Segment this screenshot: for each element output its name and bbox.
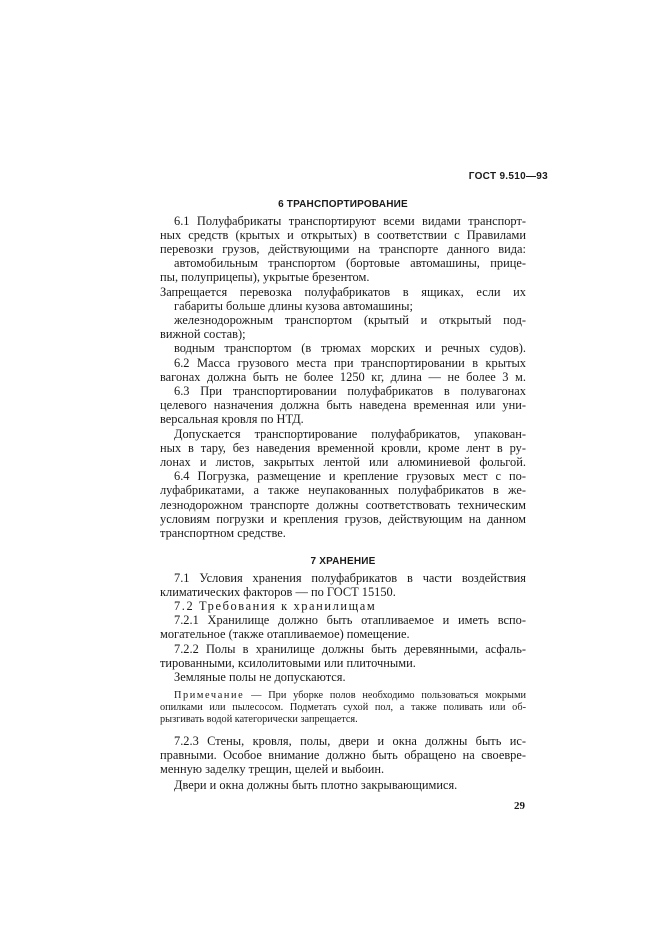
text-line: целевого назначения должна быть наведена временная или уни- bbox=[160, 398, 526, 412]
text-line: 7.2.3 Стены, кровля, полы, двери и окна должны быть ис- bbox=[174, 734, 526, 748]
text-line: условиям погрузки и крепления грузов, действующим на данном bbox=[160, 512, 526, 526]
text-line: вагонах должна быть не более 1250 кг, длина — не более 3 м. bbox=[160, 370, 526, 384]
text-line: Допускается транспортирование полуфабрикатов, упакован- bbox=[174, 427, 526, 441]
page-number: 29 bbox=[514, 800, 525, 812]
text-line: лезнодорожном транспорте должны соответствовать техническим bbox=[160, 498, 526, 512]
text-line: вижной состав); bbox=[160, 327, 246, 341]
note-line: рызгивать водой категорически запрещается. bbox=[160, 714, 358, 725]
text-line: железнодорожным транспортом (крытый и открытый под- bbox=[174, 313, 526, 327]
note-line bbox=[160, 690, 526, 702]
text-line: водным транспортом (в трюмах морских и речных судов). bbox=[174, 341, 526, 355]
text-line: 7.1 Условия хранения полуфабрикатов в части воздействия bbox=[174, 571, 526, 585]
text-line: Двери и окна должны быть плотно закрывающимися. bbox=[174, 778, 458, 792]
text-line: лонах и листов, закрытых лентой или алюминиевой фольгой. bbox=[160, 455, 526, 469]
text-line: транспортном средстве. bbox=[160, 526, 286, 540]
text-line: 7.2.2 Полы в хранилище должны быть деревянными, асфаль- bbox=[174, 642, 526, 656]
text-line: 7.2.1 Хранилище должно быть отапливаемое и иметь вспо- bbox=[174, 613, 526, 627]
section-7-heading: 7 ХРАНЕНИЕ bbox=[310, 556, 376, 567]
text-line: тированными, ксилолитовыми или плиточными. bbox=[160, 656, 416, 670]
text-line: 7.2 Требования к хранилищам bbox=[174, 599, 377, 613]
note-label: Примечание bbox=[174, 690, 245, 701]
text-line: Запрещается перевозка полуфабрикатов в ящиках, если их bbox=[160, 285, 526, 299]
text-line: климатических факторов — по ГОСТ 15150. bbox=[160, 585, 396, 599]
note-text: — При уборке полов необходимо пользоваться мокрыми bbox=[244, 690, 526, 701]
text-line: правными. Особое внимание должно быть обращено на своевре- bbox=[160, 748, 526, 762]
text-line: пы, полуприцепы), укрытые брезентом. bbox=[160, 270, 370, 284]
text-line: 6.2 Масса грузового места при транспортировании в крытых bbox=[174, 356, 526, 370]
text-line: могательное (также отапливаемое) помещение. bbox=[160, 627, 410, 641]
text-line: габариты больше длины кузова автомашины; bbox=[174, 299, 413, 313]
text-line: 6.4 Погрузка, размещение и крепление грузовых мест с по- bbox=[174, 469, 526, 483]
text-line: 6.3 При транспортировании полуфабрикатов в полувагонах bbox=[174, 384, 526, 398]
text-line: версальная кровля по НТД. bbox=[160, 412, 304, 426]
text-line: автомобильным транспортом (бортовые автомашины, прице- bbox=[174, 256, 526, 270]
text-line: Земляные полы не допускаются. bbox=[174, 670, 346, 684]
text-line: 6.1 Полуфабрикаты транспортируют всеми видами транспорт- bbox=[174, 214, 526, 228]
document-code: ГОСТ 9.510—93 bbox=[468, 171, 548, 182]
text-line: менную заделку трещин, щелей и выбоин. bbox=[160, 762, 385, 776]
text-line: ных средств (крытых и открытых) в соответствии с Правилами bbox=[160, 228, 526, 242]
text-line: ных в тару, без наведения временной кровли, кроме лент в ру- bbox=[160, 441, 526, 455]
section-6-heading: 6 ТРАНСПОРТИРОВАНИЕ bbox=[278, 199, 408, 210]
text-line: перевозки грузов, действующими на транспорте данного вида: bbox=[160, 242, 526, 256]
note-line: опилками или пылесосом. Подметать сухой пол, а также поливать или об- bbox=[160, 702, 526, 713]
text-line: луфабрикатами, а также неупакованных полуфабрикатов в же- bbox=[160, 483, 526, 497]
